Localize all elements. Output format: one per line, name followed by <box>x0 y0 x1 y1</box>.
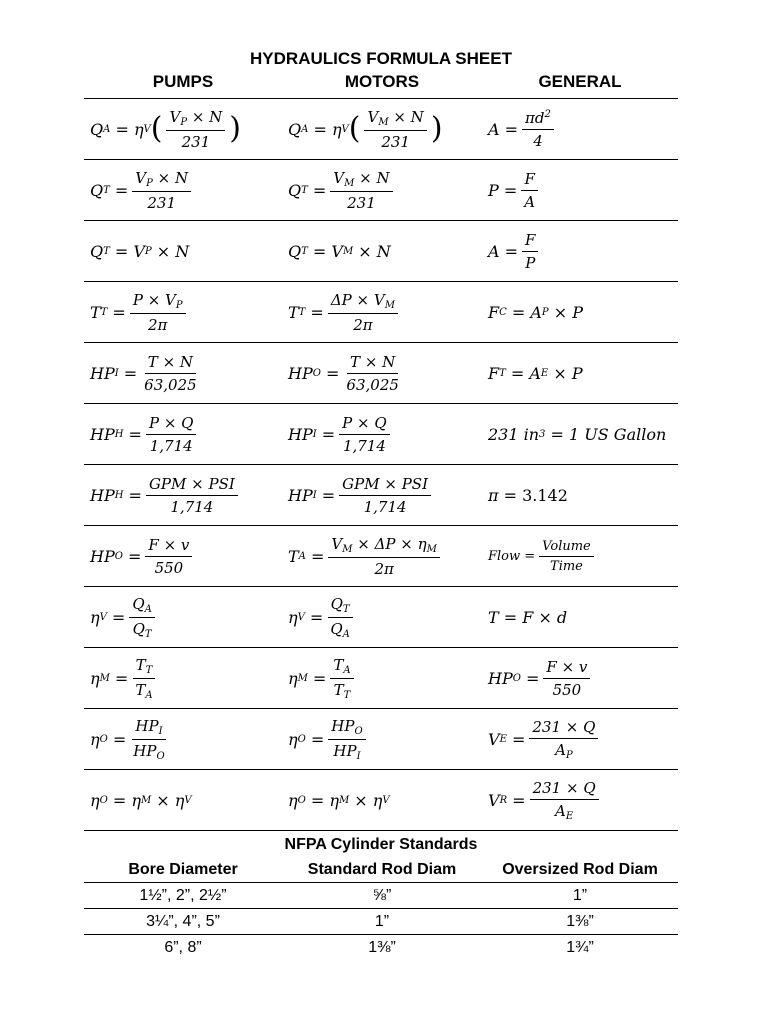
formula-pump-volumetric-eff: η V = $\frac{Q_A}{Q_T}$ <box>84 587 282 647</box>
formula-row <box>84 343 678 404</box>
formula-motor-mechanical-eff: η M = $\frac{T_A}{T_T}$ <box>282 648 482 708</box>
formula-row <box>84 221 678 282</box>
formula-pump-hp-gpm: HP H = $\frac{\text{GPM × PSI}}{1,714}$ <box>84 465 282 525</box>
nfpa-standard-rod-cell: ⅝” <box>372 887 392 904</box>
nfpa-header-bore: Bore Diameter <box>128 861 238 878</box>
column-headers <box>84 70 678 99</box>
nfpa-bore-cell: 1½”, 2”, 2½” <box>139 887 227 904</box>
header-pumps: PUMPS <box>152 72 214 91</box>
formula-row <box>84 648 678 709</box>
formula-pump-overall-eff: η O = $\frac{HP_I}{HP_O}$ <box>90 716 165 762</box>
formula-pump-output-hp: HP O = $\frac{F \times v}{550}$ <box>84 526 282 586</box>
formula-pump-torque: T T = $\frac{P \times V_P}{2\pi}$ <box>84 282 282 342</box>
formula-pi: π = 3.142 <box>488 485 568 505</box>
sheet-title: HYDRAULICS FORMULA SHEET <box>250 49 512 68</box>
nfpa-header-row <box>84 857 678 883</box>
formula-motor-overall-eff: η O = $\frac{HP_O}{HP_I}$ <box>282 709 482 769</box>
formula-motor-actual-flow: Q A = η V ( $\frac{V_M \times N}{231}$ ) <box>288 107 443 151</box>
formula-cylinder-force-extend: F C = A P × P <box>488 302 583 322</box>
formula-pump-flow-product: Q T = V P × N <box>90 241 190 261</box>
formula-motor-output-hp: HP O = $\frac{T \times N}{63,025}$ <box>288 352 399 394</box>
nfpa-header-standard-rod: Standard Rod Diam <box>307 861 457 878</box>
formula-motor-actual-torque: T A = $\frac{V_M \times \Delta P \times \eta_M}{2\pi}$ <box>282 526 482 586</box>
nfpa-table-row <box>84 883 678 909</box>
formula-pump-input-hp: HP I = $\frac{T \times N}{63,025}$ <box>90 352 197 394</box>
formula-cylinder-force-retract: F T = A E × P <box>488 363 583 383</box>
formula-row <box>84 160 678 221</box>
nfpa-oversized-rod-cell: 1¾” <box>566 939 594 956</box>
formula-pump-hydraulic-hp: HP H = $\frac{P \times Q}{1,714}$ <box>84 404 282 464</box>
nfpa-bore-cell: 6”, 8” <box>164 939 202 956</box>
formula-row <box>84 99 678 160</box>
formula-sheet <box>84 48 678 960</box>
nfpa-table-row <box>84 935 678 960</box>
nfpa-oversized-rod-cell: 1⅜” <box>566 913 594 930</box>
formula-gallon-conversion: 231 in 3 = 1 US Gallon <box>488 424 667 444</box>
formula-row <box>84 526 678 587</box>
formula-general-output-hp: HP O = $\frac{F \times v}{550}$ <box>482 648 678 708</box>
formula-motor-theoretical-flow: Q T = $\frac{V_M \times N}{231}$ <box>282 160 482 220</box>
header-motors: MOTORS <box>344 72 420 91</box>
formula-torque-force: T = F × d <box>488 607 568 627</box>
formula-row <box>84 465 678 526</box>
formula-row <box>84 770 678 831</box>
formula-row <box>84 587 678 648</box>
formula-row <box>84 282 678 343</box>
formula-retract-velocity: V R = $\frac{231 \times Q}{A_E}$ <box>482 770 678 830</box>
formula-pump-theoretical-flow: Q T = $\frac{V_P \times N}{231}$ <box>84 160 282 220</box>
formula-motor-flow-product: Q T = V M × N <box>288 241 391 261</box>
nfpa-standard-rod-cell: 1” <box>374 913 390 930</box>
nfpa-table-row <box>84 909 678 935</box>
formula-pump-actual-flow: Q A = η V ( $\frac{V_P \times N}{231}$ ) <box>90 107 242 151</box>
formula-area-force: A = $\frac{F}{P}$ <box>482 221 678 281</box>
formula-row <box>84 404 678 465</box>
formula-pressure: P = $\frac{F}{A}$ <box>482 160 678 220</box>
formula-motor-hp-gpm: HP I = $\frac{\text{GPM × PSI}}{1,714}$ <box>282 465 482 525</box>
formula-motor-torque: T T = $\frac{\Delta P \times V_M}{2\pi}$ <box>282 282 482 342</box>
formula-motor-input-hp: HP I = $\frac{P \times Q}{1,714}$ <box>282 404 482 464</box>
header-general: GENERAL <box>538 72 622 91</box>
formula-extend-velocity: V E = $\frac{231 \times Q}{A_P}$ <box>482 709 678 769</box>
formula-flow-rate: Flow = $\frac{\text{Volume}}{\text{Time}}$ <box>482 526 678 586</box>
formula-motor-volumetric-eff: η V = $\frac{Q_T}{Q_A}$ <box>282 587 482 647</box>
nfpa-standard-rod-cell: 1⅜” <box>368 939 396 956</box>
formula-area-diameter: A = $\frac{\pi d^2}{4}$ <box>482 99 678 159</box>
formula-row <box>84 709 678 770</box>
nfpa-header-oversized-rod: Oversized Rod Diam <box>502 861 658 878</box>
formula-pump-overall-product: η O = η M × η V <box>90 790 192 810</box>
nfpa-bore-cell: 3¼”, 4”, 5” <box>146 913 220 930</box>
nfpa-title: NFPA Cylinder Standards <box>284 836 478 853</box>
formula-motor-overall-product: η O = η M × η V <box>288 790 390 810</box>
formula-pump-mechanical-eff: η M = $\frac{T_T}{T_A}$ <box>84 648 282 708</box>
nfpa-oversized-rod-cell: 1” <box>572 887 588 904</box>
